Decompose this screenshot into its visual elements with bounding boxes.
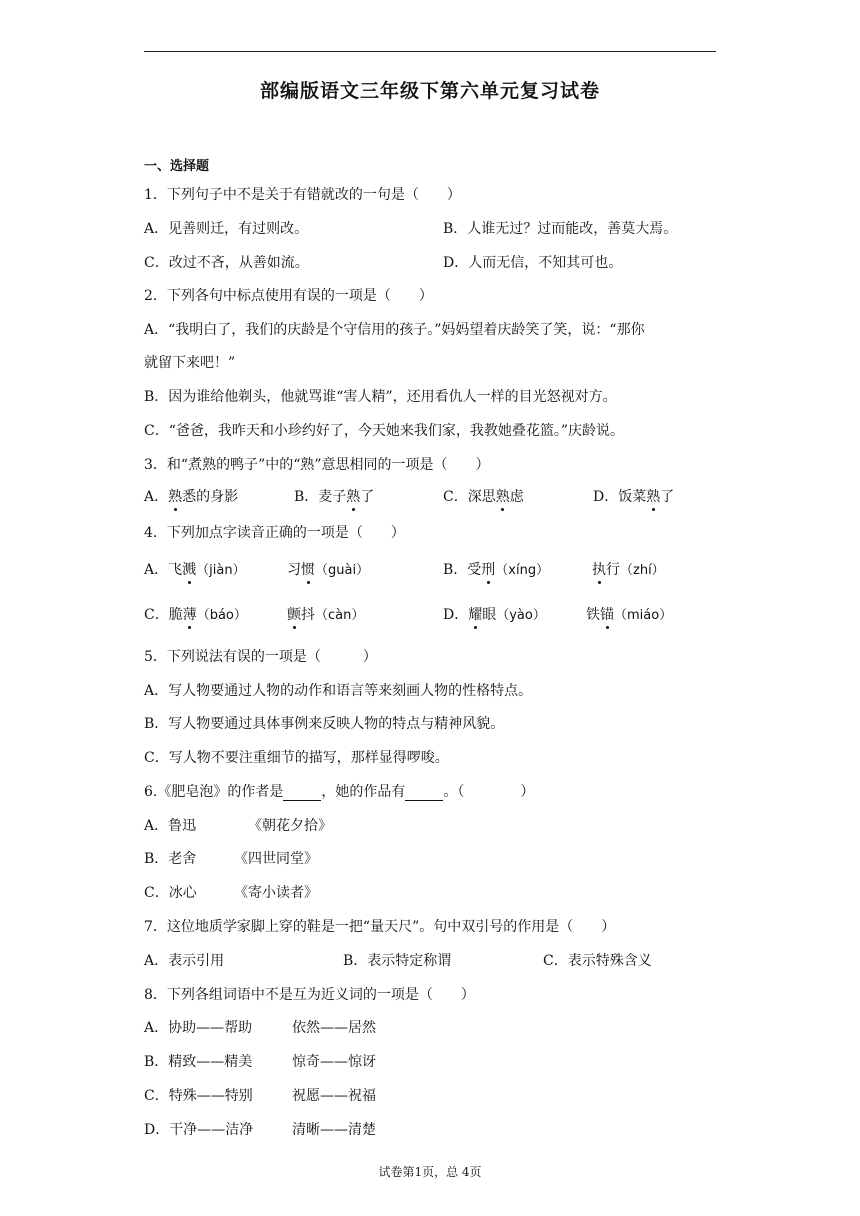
question-7-option-c: C．表示特殊含义: [543, 953, 652, 969]
question-7-option-a: A．表示引用: [144, 953, 225, 969]
question-6-option-b-work: 《四世同堂》: [234, 851, 318, 867]
question-4-option-a-2: 习惯（guài）: [287, 562, 370, 578]
question-6-option-c-name: C．冰心: [144, 885, 197, 901]
question-2-option-b: B．因为谁给他剃头，他就骂谁“害人精”，还用看仇人一样的目光怒视对方。: [144, 389, 617, 405]
emphasis-char: 颤: [287, 607, 301, 623]
question-1-option-c: C．改过不吝，从善如流。: [144, 255, 309, 271]
emphasis-char: 执: [592, 562, 606, 578]
question-8-option-d-1: D．干净——洁净: [144, 1122, 254, 1138]
question-8-option-a-2: 依然——居然: [292, 1020, 376, 1036]
emphasis-char: 熟: [495, 489, 510, 505]
question-3-option-b: B．麦子熟了: [294, 489, 375, 505]
question-6-option-c-work: 《寄小读者》: [234, 885, 318, 901]
question-1-option-b: B．人谁无过？过而能改，善莫大焉。: [443, 221, 678, 237]
question-5-stem: 5．下列说法有误的一项是（ ）: [144, 649, 377, 665]
question-5-option-b: B．写人物要通过具体事例来反映人物的特点与精神风貌。: [144, 716, 505, 732]
question-5-option-a: A．写人物要通过人物的动作和语言等来刻画人物的性格特点。: [144, 683, 533, 699]
question-4-option-b-2: 执行（zhí）: [592, 562, 665, 578]
header-rule: [144, 51, 716, 52]
question-4-option-c-2: 颤抖（càn）: [287, 607, 365, 623]
question-4-option-c-1: C．脆薄（báo）: [144, 607, 247, 623]
question-2-option-a-line1: A．“我明白了，我们的庆龄是个守信用的孩子。”妈妈望着庆龄笑了笑，说：“那你: [144, 322, 645, 338]
question-1-option-a: A．见善则迁，有过则改。: [144, 221, 309, 237]
question-1-option-d: D．人而无信，不知其可也。: [443, 255, 623, 271]
question-8-option-c-2: 祝愿——祝福: [292, 1088, 376, 1104]
answer-blank: [405, 786, 443, 801]
page-footer: 试卷第1页，总 4页: [378, 1165, 482, 1179]
question-5-option-c: C．写人物不要注重细节的描写，那样显得啰唆。: [144, 750, 449, 766]
emphasis-char: 熟: [168, 489, 183, 505]
question-1-stem: 1．下列句子中不是关于有错就改的一句是（ ）: [144, 187, 461, 203]
question-8-option-d-2: 清晰——清楚: [292, 1122, 376, 1138]
question-2-option-c: C．“爸爸，我昨天和小珍约好了，今天她来我们家，我教她叠花篮。”庆龄说。: [144, 423, 625, 439]
emphasis-char: 溅: [182, 562, 197, 578]
question-7-stem: 7．这位地质学家脚上穿的鞋是一把“量天尺”。句中双引号的作用是（ ）: [144, 919, 616, 935]
emphasis-char: 耀: [468, 607, 483, 623]
question-8-option-c-1: C．特殊——特别: [144, 1088, 253, 1104]
question-8-stem: 8．下列各组词语中不是互为近义词的一项是（ ）: [144, 987, 475, 1003]
question-8-option-b-2: 惊奇——惊讶: [292, 1054, 376, 1070]
section-heading: 一、选择题: [144, 159, 210, 174]
question-3-stem: 3．和“煮熟的鸭子”中的“熟”意思相同的一项是（ ）: [144, 457, 490, 473]
answer-blank: [283, 786, 321, 801]
question-7-option-b: B．表示特定称谓: [343, 953, 452, 969]
question-6-stem: 6.《肥皂泡》的作者是 ，她的作品有 。（ ）: [144, 784, 535, 800]
question-3-option-d: D．饭菜熟了: [593, 489, 675, 505]
question-2-stem: 2．下列各句中标点使用有误的一项是（ ）: [144, 288, 433, 304]
question-4-option-d-2: 铁锚（miáo）: [586, 607, 673, 623]
question-6-option-a-work: 《朝花夕拾》: [248, 818, 332, 834]
question-8-option-b-1: B．精致——精美: [144, 1054, 253, 1070]
emphasis-char: 刑: [481, 562, 496, 578]
emphasis-char: 薄: [182, 607, 197, 623]
question-3-option-c: C．深思熟虑: [443, 489, 524, 505]
page-title: 部编版语文三年级下第六单元复习试卷: [259, 80, 600, 102]
question-4-option-b-1: B．受刑（xíng）: [443, 562, 550, 578]
question-4-option-d-1: D．耀眼（yào）: [443, 607, 546, 623]
emphasis-char: 熟: [646, 489, 661, 505]
question-6-option-b-name: B．老舍: [144, 851, 197, 867]
question-6-option-a-name: A．鲁迅: [144, 818, 197, 834]
emphasis-char: 锚: [600, 607, 614, 623]
question-4-stem: 4．下列加点字读音正确的一项是（ ）: [144, 525, 405, 541]
emphasis-char: 熟: [346, 489, 361, 505]
question-3-option-a: A．熟悉的身影: [144, 489, 239, 505]
question-8-option-a-1: A．协助——帮助: [144, 1020, 253, 1036]
emphasis-char: 惯: [301, 562, 315, 578]
question-2-option-a-line2: 就留下来吧！”: [144, 355, 236, 371]
question-4-option-a-1: A．飞溅（jiàn）: [144, 562, 246, 578]
